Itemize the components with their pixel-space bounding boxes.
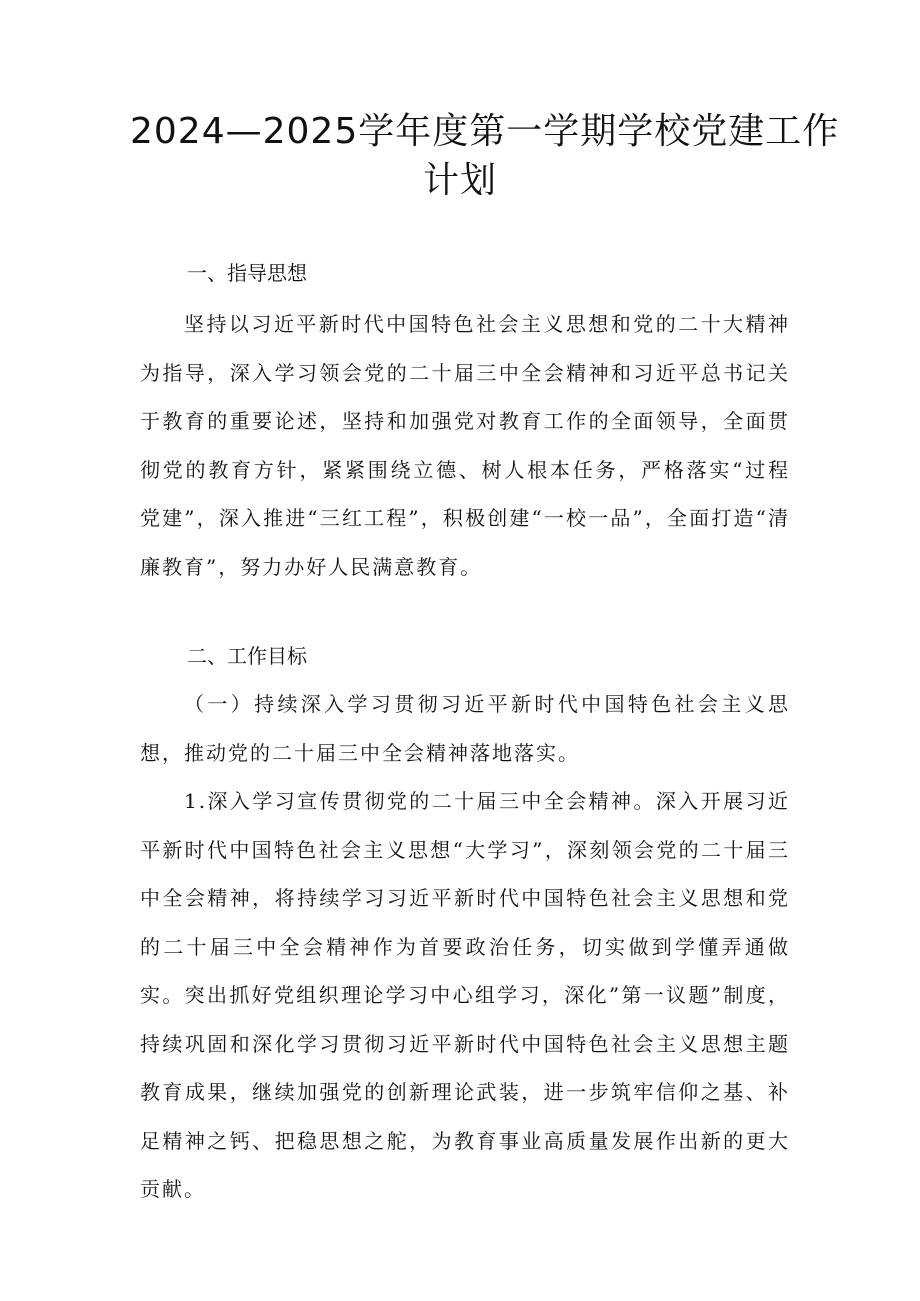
section2-subheading: （一）持续深入学习贯彻习近平新时代中国特色社会主义思想，推动党的二十届三中全会精神落地落实。	[140, 692, 790, 765]
document-title-line1: 2024—2025学年度第一学期学校党建工作	[130, 111, 840, 152]
section2-heading: 二、工作目标	[187, 644, 307, 668]
section1-heading: 一、指导思想	[187, 261, 307, 285]
section1-paragraph: 坚持以习近平新时代中国特色社会主义思想和党的二十大精神为指导，深入学习领会党的二十届三中全会精神和习近平总书记关于教育的重要论述，坚持和加强党对教育工作的全面领导，全面贯彻党的教育方针，紧紧围绕立德、树人根本任务，严格落实“过程党建”，深入推进“三红工程”，积极创建“一校一品”，全面打造“清廉教育”，努力办好人民满意教育。	[140, 312, 790, 579]
section2-item1-paragraph: 1.深入学习宣传贯彻党的二十届三中全会精神。深入开展习近平新时代中国特色社会主义思想“大学习”，深刻领会党的二十届三中全会精神，将持续学习习近平新时代中国特色社会主义思想和党的二十届三中全会精神作为首要政治任务，切实做到学懂弄通做实。突出抓好党组织理论学习中心组学习，深化”第一议题”制度，持续巩固和深化学习贯彻习近平新时代中国特色社会主义思想主题教育成果，继续加强党的创新理论武装，进一步筑牢信仰之基、补足精神之钙、把稳思想之舵，为教育事业高质量发展作出新的更大贡献。	[140, 789, 790, 1201]
document-title-line2: 计划	[422, 160, 497, 201]
